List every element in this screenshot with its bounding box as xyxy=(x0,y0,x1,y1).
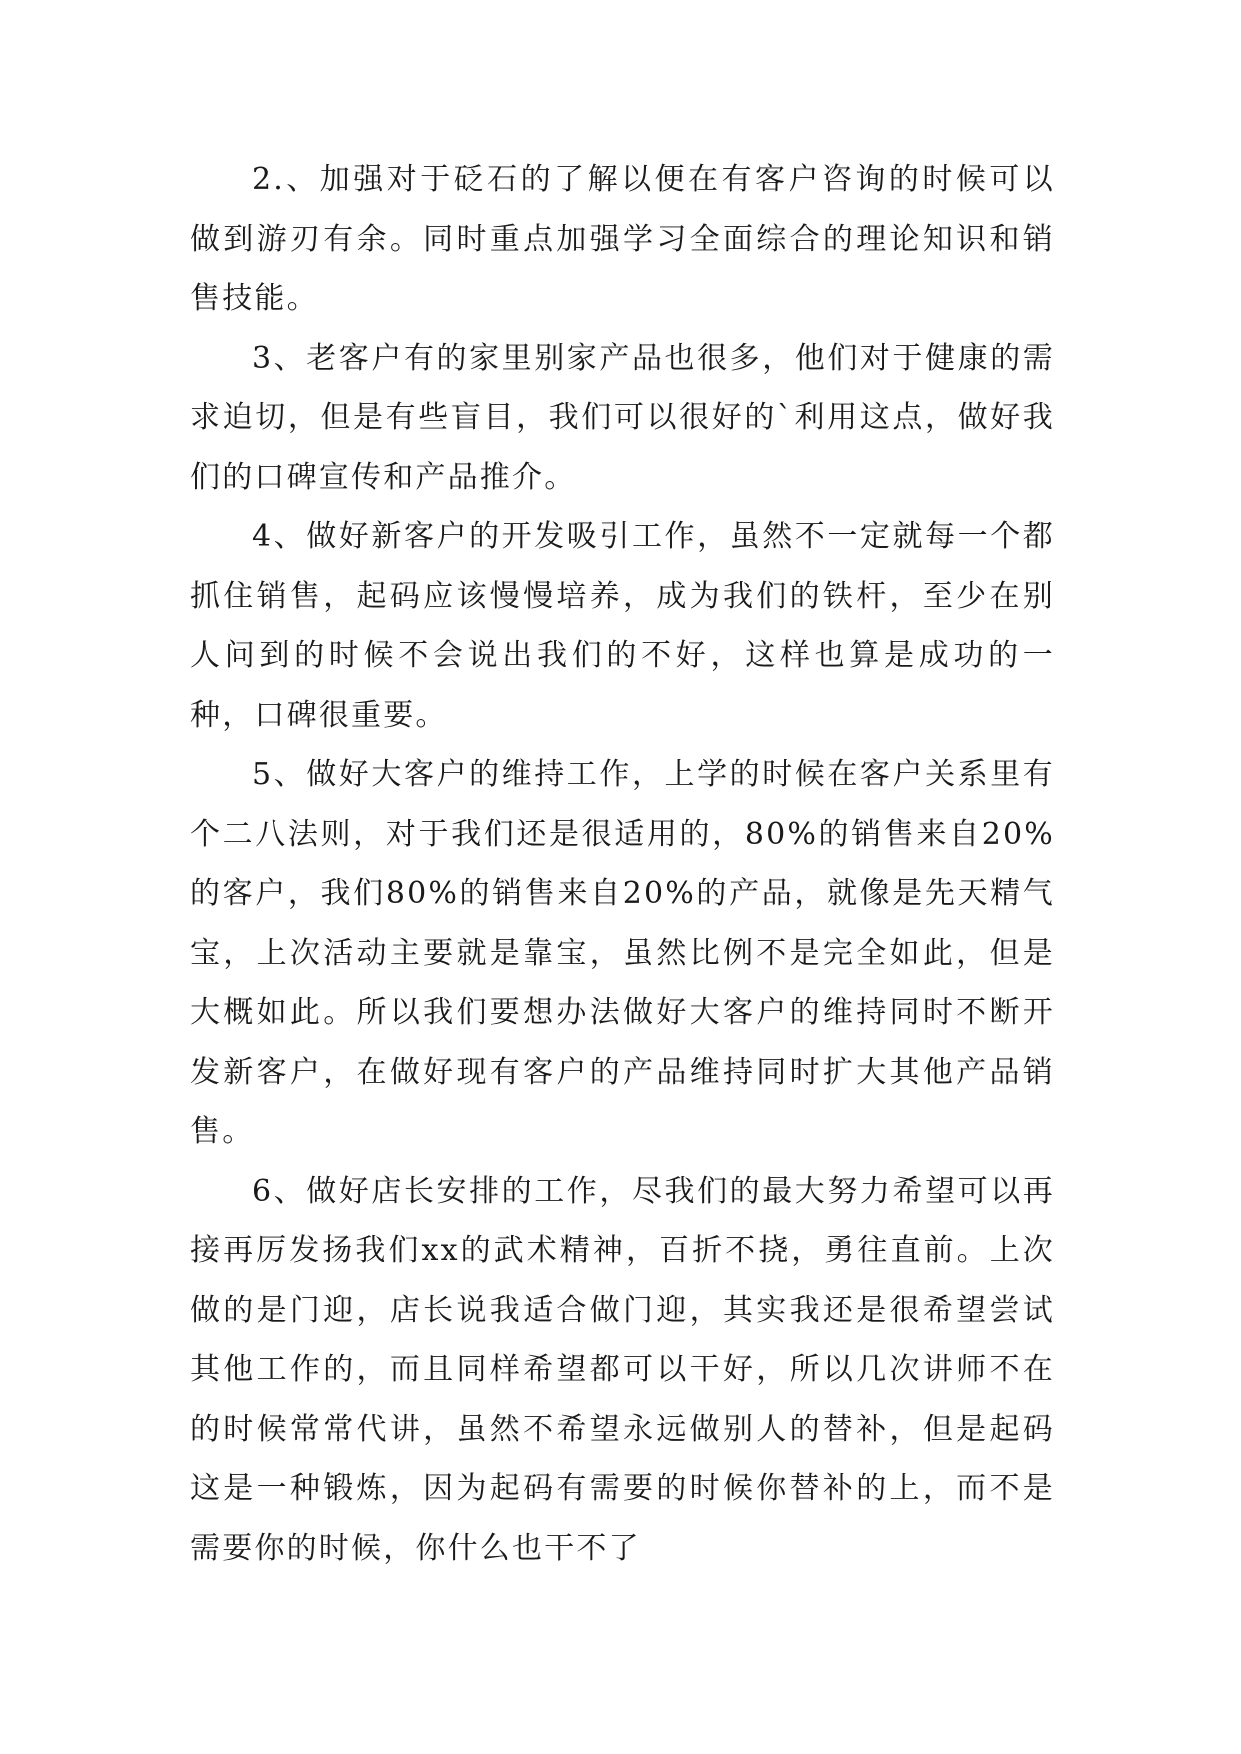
paragraph-item-2: 2.、加强对于砭石的了解以便在有客户咨询的时候可以做到游刃有余。同时重点加强学习全面综合的理论知识和销售技能。 xyxy=(190,162,1055,316)
paragraph-item-5: 5、做好大客户的维持工作，上学的时候在客户关系里有个二八法则，对于我们还是很适用的，80%的销售来自20%的客户，我们80%的销售来自20%的产品，就像是先天精气宝，上次活动主要就是靠宝，虽然比例不是完全如此，但是大概如此。所以我们要想办法做好大客户的维持同时不断开发新客户，在做好现有客户的产品维持同时扩大其他产品销售。 xyxy=(190,757,1055,1149)
paragraph-item-4: 4、做好新客户的开发吸引工作，虽然不一定就每一个都抓住销售，起码应该慢慢培养，成为我们的铁杆，至少在别人问到的时候不会说出我们的不好，这样也算是成功的一种，口碑很重要。 xyxy=(190,519,1055,733)
paragraph-item-3: 3、老客户有的家里别家产品也很多，他们对于健康的需求迫切，但是有些盲目，我们可以很好的`利用这点，做好我们的口碑宣传和产品推介。 xyxy=(190,340,1055,495)
document-body xyxy=(190,150,1055,1578)
paragraph-item-6: 6、做好店长安排的工作，尽我们的最大努力希望可以再接再厉发扬我们xx的武术精神，百折不挠，勇往直前。上次做的是门迎，店长说我适合做门迎，其实我还是很希望尝试其他工作的，而且同样希望都可以干好，所以几次讲师不在的时候常常代讲，虽然不希望永远做别人的替补，但是起码这是一种锻炼，因为起码有需要的时候你替补的上，而不是需要你的时候，你什么也干不了 xyxy=(190,1173,1055,1566)
